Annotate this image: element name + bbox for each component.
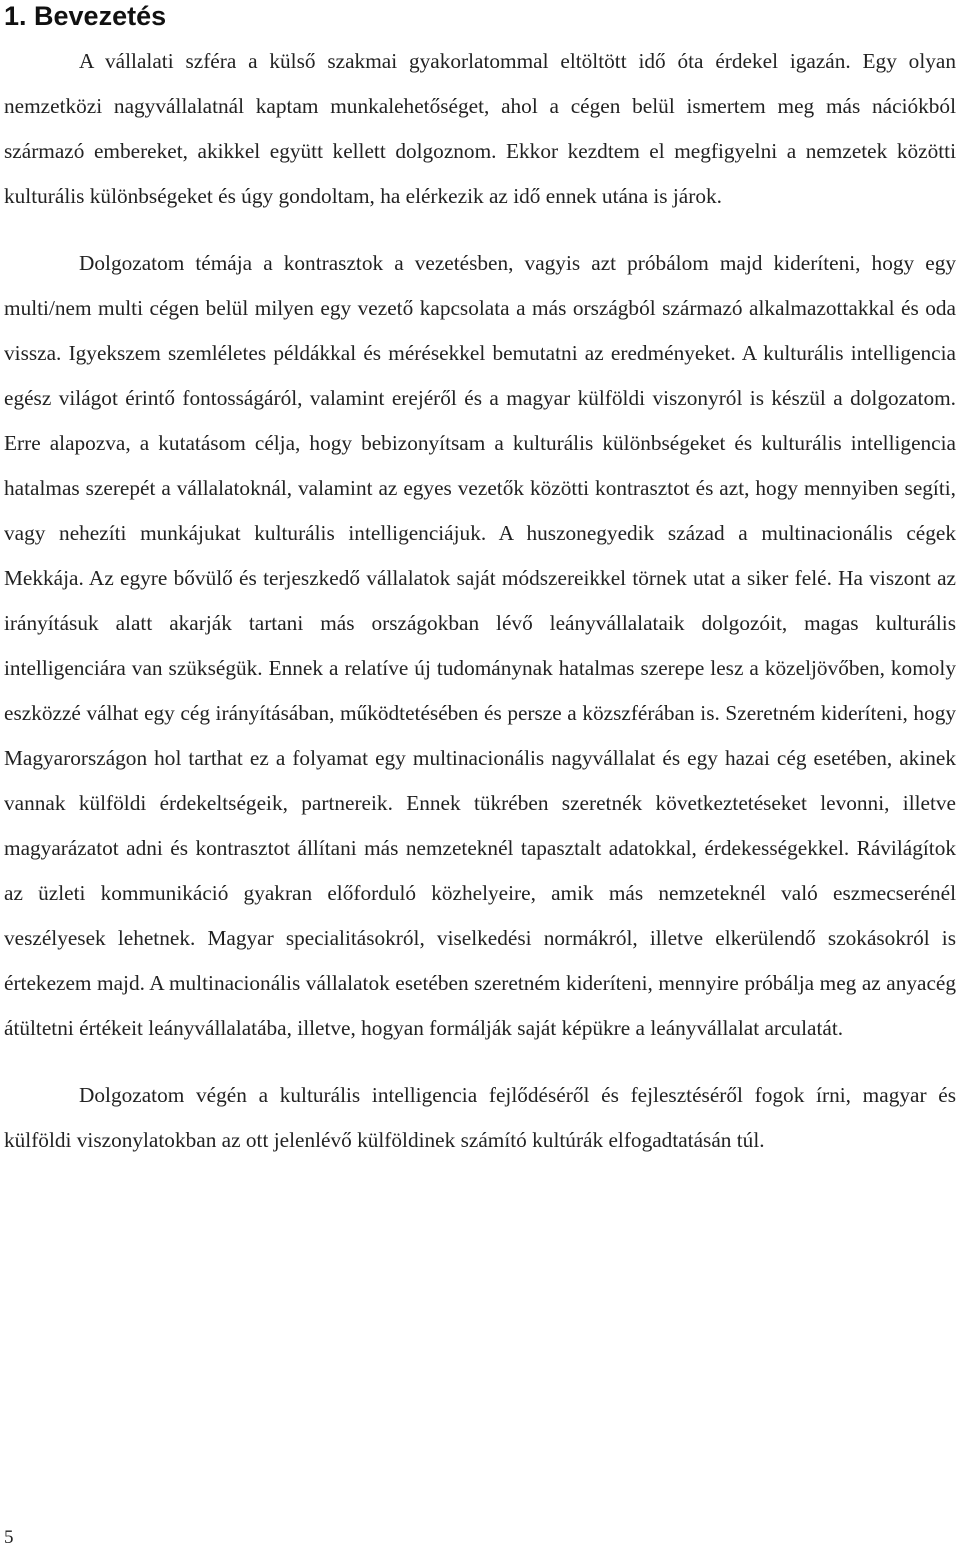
section-heading: 1. Bevezetés xyxy=(4,1,167,31)
document-page xyxy=(4,0,956,1163)
paragraph-intro: A vállalati szféra a külső szakmai gyakorlatommal eltöltött idő óta érdekel igazán. Egy olyan nemzetközi nagyvállalatnál kaptam munkalehetőséget, ahol a cégen belül ismertem meg más nációkból származó embereket, akikkel együtt kellett dolgoznom. Ekkor kezdtem el megfigyelni a nemzetek közötti kulturális különbségeket és úgy gondoltam, ha elérkezik az idő ennek utána is járok. xyxy=(4,49,956,208)
paragraph-conclusion: Dolgozatom végén a kulturális intelligencia fejlődéséről és fejlesztéséről fogok írni, magyar és külföldi viszonylatokban az ott jelenlévő külföldinek számító kultúrák elfogadtatásán túl. xyxy=(4,1083,956,1152)
paragraph-topic: Dolgozatom témája a kontrasztok a vezetésben, vagyis azt próbálom majd kideríteni, hogy egy multi/nem multi cégen belül milyen egy vezető kapcsolata a más országból származó alkalmazottakkal és oda vissza. Igyekszem szemléletes példákkal és mérésekkel bemutatni az eredményeket. A kulturális intelligencia egész világot érintő fontosságáról, valamint erejéről és a magyar külföldi viszonyról is készül a dolgozatom. Erre alapozva, a kutatásom célja, hogy bebizonyítsam a kulturális különbségeket és kulturális intelligencia hatalmas szerepét a vállalatoknál, valamint az egyes vezetők közötti kontrasztot és azt, hogy mennyiben segíti, vagy nehezíti munkájukat kulturális intelligenciájuk. A huszonegyedik század a multinacionális cégek Mekkája. Az egyre bővülő és terjeszkedő vállalatok saját módszereikkel törnek utat a siker felé. Ha viszont az irányításuk alatt akarják tartani más országokban lévő leányvállalataik dolgozóit, magas kulturális intelligenciára van szükségük. Ennek a relatíve új tudománynak hatalmas szerepe lesz a közeljövőben, komoly eszközzé válhat egy cég irányításában, működtetésében és persze a közszférában is. Szeretném kideríteni, hogy Magyarországon hol tarthat ez a folyamat egy multinacionális nagyvállalat és egy hazai cég esetében, akinek vannak külföldi érdekeltségeik, partnereik. Ennek tükrében szeretnék következtetéseket levonni, illetve magyarázatot adni és kontrasztot állítani más nemzeteknél tapasztalt adatokkal, érdekességekkel. Rávilágítok az üzleti kommunikáció gyakran előforduló közhelyeire, amik más nemzeteknél való eszmecserénél veszélyesek lehetnek. Magyar specialitásokról, viselkedési normákról, illetve elkerülendő szokásokról is értekezem majd. A multinacionális vállalatok esetében szeretném kideríteni, mennyire próbálja meg az anyacég átültetni értékeit leányvállalatába, illetve, hogyan formálják saját képükre a leányvállalat arculatát. xyxy=(4,251,956,1040)
page-number: 5 xyxy=(4,1527,14,1548)
